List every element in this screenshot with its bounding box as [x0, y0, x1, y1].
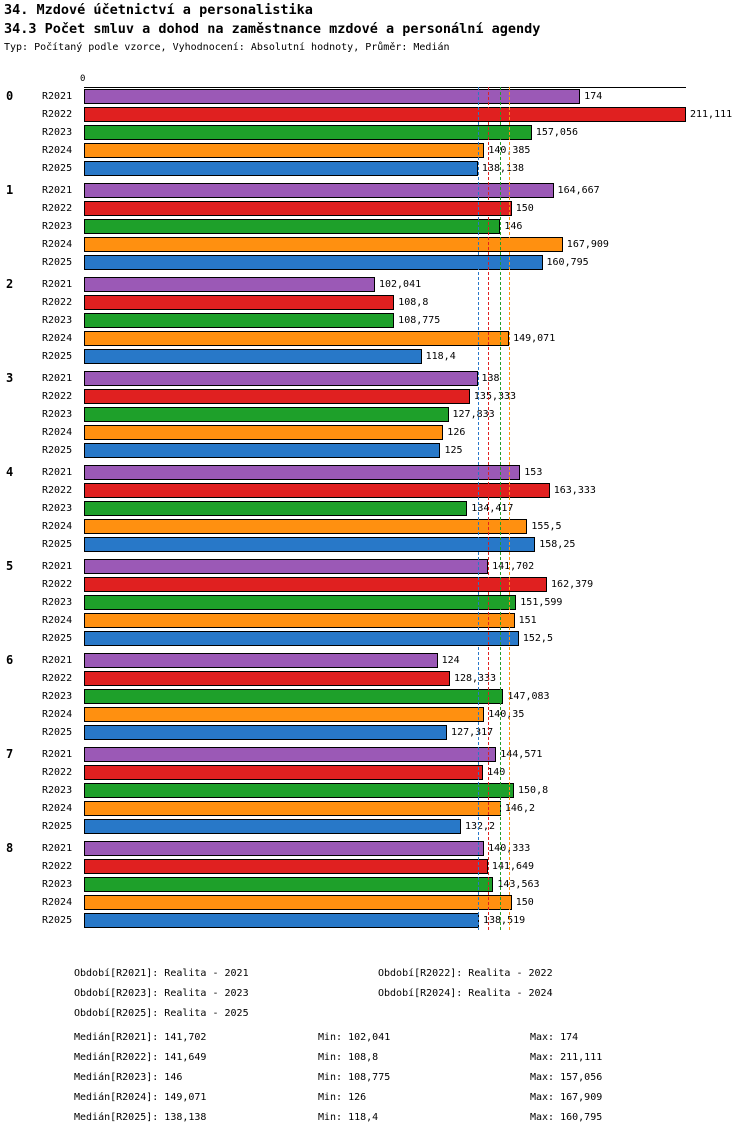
bar[interactable]: [84, 349, 422, 364]
category-label: R2023: [42, 315, 73, 326]
bar[interactable]: [84, 389, 470, 404]
category-label: R2024: [42, 333, 73, 344]
category-label: R2021: [42, 91, 73, 102]
bar-value-label: 134,417: [471, 503, 514, 514]
bar-value-label: 127,833: [452, 409, 495, 420]
bar[interactable]: [84, 765, 483, 780]
category-label: R2021: [42, 467, 73, 478]
bar[interactable]: [84, 425, 443, 440]
legend-item: Období[R2025]: Realita - 2025: [74, 1008, 249, 1019]
bar[interactable]: [84, 277, 375, 292]
bar[interactable]: [84, 183, 554, 198]
category-label: R2025: [42, 821, 73, 832]
bar-value-label: 102,041: [378, 279, 422, 290]
bar[interactable]: [84, 841, 484, 856]
bar-value-label: 141,702: [492, 561, 535, 572]
bar-value-label: 151,599: [520, 597, 563, 608]
bar-value-label: 158,25: [539, 539, 576, 550]
bar[interactable]: [84, 519, 527, 534]
group-label: 6: [6, 653, 14, 667]
bar-value-label: 164,667: [557, 185, 600, 196]
bar-value-label: 174: [584, 91, 603, 102]
group-label: 8: [6, 841, 14, 855]
bar[interactable]: [84, 465, 520, 480]
bar-value-label: 150,8: [518, 785, 549, 796]
bar[interactable]: [84, 913, 479, 928]
chart-subtitle: Typ: Počítaný podle vzorce, Vyhodnocení: Absolutní hodnoty, Průměr: Medián: [4, 42, 450, 53]
category-label: R2023: [42, 597, 73, 608]
median-reference-line: [509, 87, 510, 930]
category-label: R2023: [42, 127, 73, 138]
bar[interactable]: [84, 877, 493, 892]
page-title: 34. Mzdové účetnictví a personalistika: [4, 2, 313, 18]
bar-value-label: 149,071: [513, 333, 556, 344]
bar-value-label: 150: [515, 203, 534, 214]
median-stat: Medián[R2025]: 138,138: [74, 1112, 207, 1123]
bar[interactable]: [84, 689, 503, 704]
bar-value-label: 141,649: [491, 861, 535, 872]
group-label: 1: [6, 183, 14, 197]
category-label: R2023: [42, 221, 73, 232]
bar-value-label: 167,909: [566, 239, 609, 250]
bar-value-label: 155,5: [531, 521, 562, 532]
min-stat: Min: 102,041: [318, 1032, 391, 1043]
category-label: R2021: [42, 185, 73, 196]
legend-item: Období[R2023]: Realita - 2023: [74, 988, 249, 999]
category-label: R2022: [42, 203, 73, 214]
bar[interactable]: [84, 801, 501, 816]
category-label: R2022: [42, 109, 73, 120]
category-label: R2024: [42, 709, 73, 720]
bar-value-label: 151: [518, 615, 537, 626]
bar-value-label: 211,111: [690, 109, 733, 120]
bar-value-label: 162,379: [551, 579, 594, 590]
bar[interactable]: [84, 559, 488, 574]
bar[interactable]: [84, 331, 509, 346]
group-label: 3: [6, 371, 14, 385]
bar[interactable]: [84, 125, 532, 140]
bar-value-label: 147,083: [507, 691, 550, 702]
min-stat: Min: 108,775: [318, 1072, 391, 1083]
median-stat: Medián[R2023]: 146: [74, 1072, 183, 1083]
category-label: R2022: [42, 297, 73, 308]
stats-row: [0, 1072, 750, 1092]
category-label: R2021: [42, 279, 73, 290]
category-label: R2022: [42, 391, 73, 402]
bar-value-label: 128,333: [453, 673, 497, 684]
category-label: R2021: [42, 655, 73, 666]
bar-value-label: 118,4: [425, 351, 456, 362]
category-label: R2024: [42, 897, 73, 908]
group-label: 2: [6, 277, 14, 291]
group-label: 4: [6, 465, 14, 479]
bar[interactable]: [84, 895, 512, 910]
max-stat: Max: 157,056: [530, 1072, 603, 1083]
bar[interactable]: [84, 783, 514, 798]
category-label: R2024: [42, 615, 73, 626]
bar-value-label: 125: [444, 445, 463, 456]
bar[interactable]: [84, 89, 580, 104]
bar-value-label: 140: [487, 767, 506, 778]
bar[interactable]: [84, 219, 500, 234]
category-label: R2022: [42, 861, 73, 872]
median-reference-line: [478, 87, 479, 930]
bar-value-label: 132,2: [464, 821, 496, 832]
bar[interactable]: [84, 407, 449, 422]
category-label: R2022: [42, 485, 73, 496]
bar-value-label: 146: [504, 221, 523, 232]
category-label: R2024: [42, 427, 73, 438]
bar-value-label: 143,563: [497, 879, 540, 890]
category-label: R2022: [42, 579, 73, 590]
category-label: R2024: [42, 803, 73, 814]
group-label: 5: [6, 559, 14, 573]
bar[interactable]: [84, 747, 496, 762]
bar[interactable]: [84, 371, 478, 386]
bar[interactable]: [84, 859, 488, 874]
legend-row: [0, 1008, 750, 1028]
bar-value-label: 163,333: [553, 485, 596, 496]
bar-value-label: 140,333: [488, 843, 531, 854]
bar-value-label: 126: [447, 427, 466, 438]
bar-value-label: 108,775: [398, 315, 441, 326]
category-label: R2025: [42, 445, 73, 456]
category-label: R2021: [42, 561, 73, 572]
x-axis-line: [84, 87, 686, 88]
bar-value-label: 153: [524, 467, 543, 478]
legend-row: [0, 968, 750, 988]
legend: [0, 968, 750, 1028]
median-reference-line: [500, 87, 501, 930]
bar[interactable]: [84, 443, 440, 458]
chart-title: 34.3 Počet smluv a dohod na zaměstnance mzdové a personální agendy: [4, 21, 541, 37]
bar-value-label: 138,138: [481, 163, 525, 174]
legend-item: Období[R2021]: Realita - 2021: [74, 968, 249, 979]
x-axis-zero-label: 0: [80, 74, 86, 84]
category-label: R2021: [42, 843, 73, 854]
max-stat: Max: 160,795: [530, 1112, 603, 1123]
min-stat: Min: 126: [318, 1092, 367, 1103]
bar[interactable]: [84, 613, 515, 628]
bar[interactable]: [84, 671, 450, 686]
bar[interactable]: [84, 295, 394, 310]
bar[interactable]: [84, 725, 447, 740]
category-label: R2022: [42, 673, 73, 684]
bar-value-label: 135,333: [473, 391, 517, 402]
bar[interactable]: [84, 537, 535, 552]
category-label: R2025: [42, 257, 73, 268]
bar[interactable]: [84, 631, 519, 646]
bar-value-label: 124: [441, 655, 460, 666]
category-label: R2021: [42, 749, 73, 760]
category-label: R2023: [42, 785, 73, 796]
bar-value-label: 138,519: [482, 915, 526, 926]
stats-row: [0, 1112, 750, 1132]
bar-value-label: 138: [481, 373, 500, 384]
bar[interactable]: [84, 107, 686, 122]
bar[interactable]: [84, 201, 512, 216]
category-label: R2023: [42, 409, 73, 420]
bar[interactable]: [84, 819, 461, 834]
bar-value-label: 157,056: [535, 127, 578, 138]
stats-row: [0, 1052, 750, 1072]
median-stat: Medián[R2021]: 141,702: [74, 1032, 207, 1043]
bar-value-label: 150: [515, 897, 534, 908]
min-stat: Min: 118,4: [318, 1112, 379, 1123]
legend-item: Období[R2022]: Realita - 2022: [378, 968, 553, 979]
bar-value-label: 108,8: [398, 297, 429, 308]
bar[interactable]: [84, 313, 394, 328]
category-label: R2025: [42, 163, 73, 174]
bar-value-label: 160,795: [546, 257, 589, 268]
bar-value-label: 127,317: [451, 727, 494, 738]
category-label: R2025: [42, 351, 73, 362]
stats-row: [0, 1032, 750, 1052]
category-label: R2025: [42, 539, 73, 550]
legend-item: Období[R2024]: Realita - 2024: [378, 988, 553, 999]
category-label: R2023: [42, 503, 73, 514]
summary-stats: [0, 1032, 750, 1132]
min-stat: Min: 108,8: [318, 1052, 379, 1063]
bar-value-label: 146,2: [504, 803, 535, 814]
category-label: R2025: [42, 633, 73, 644]
median-stat: Medián[R2022]: 141,649: [74, 1052, 207, 1063]
category-label: R2021: [42, 373, 73, 384]
category-label: R2025: [42, 915, 73, 926]
legend-row: [0, 988, 750, 1008]
category-label: R2023: [42, 691, 73, 702]
bar[interactable]: [84, 483, 550, 498]
category-label: R2022: [42, 767, 73, 778]
max-stat: Max: 211,111: [530, 1052, 603, 1063]
bar-value-label: 152,5: [522, 633, 553, 644]
bar[interactable]: [84, 143, 484, 158]
median-stat: Medián[R2024]: 149,071: [74, 1092, 207, 1103]
category-label: R2024: [42, 239, 73, 250]
bar[interactable]: [84, 255, 543, 270]
category-label: R2024: [42, 145, 73, 156]
median-reference-line: [488, 87, 489, 930]
category-label: R2025: [42, 727, 73, 738]
bar[interactable]: [84, 707, 484, 722]
max-stat: Max: 174: [530, 1032, 579, 1043]
max-stat: Max: 167,909: [530, 1092, 603, 1103]
group-label: 0: [6, 89, 14, 103]
bar[interactable]: [84, 653, 438, 668]
bar[interactable]: [84, 501, 467, 516]
bar[interactable]: [84, 161, 478, 176]
bar[interactable]: [84, 595, 516, 610]
bar-value-label: 140,385: [488, 145, 531, 156]
category-label: R2023: [42, 879, 73, 890]
bar-value-label: 144,571: [500, 749, 543, 760]
group-label: 7: [6, 747, 14, 761]
stats-row: [0, 1092, 750, 1112]
category-label: R2024: [42, 521, 73, 532]
bar[interactable]: [84, 237, 563, 252]
bar-value-label: 140,35: [488, 709, 525, 720]
